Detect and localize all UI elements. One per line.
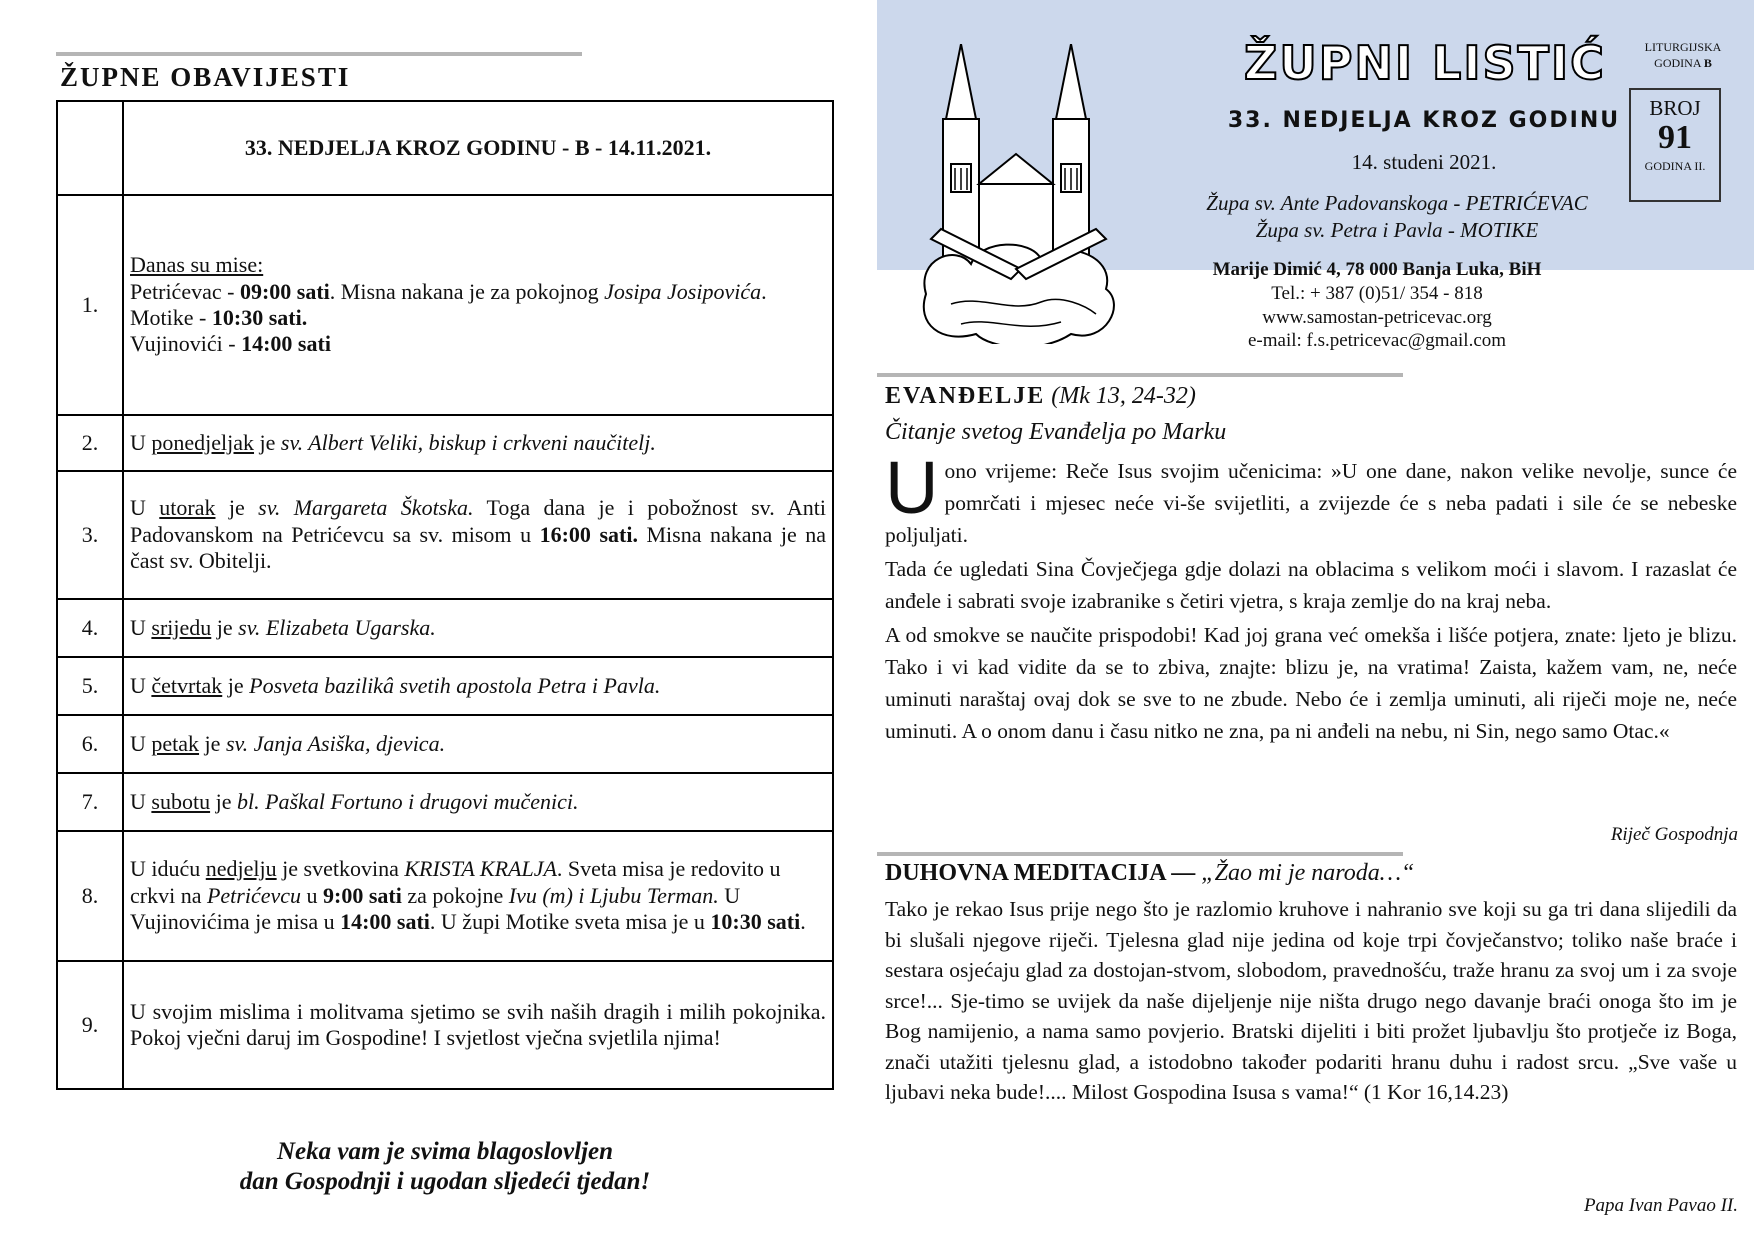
row-text: U subotu je bl. Paškal Fortuno i drugovi mučenici. <box>123 773 833 831</box>
row-text: U srijedu je sv. Elizabeta Ugarska. <box>123 599 833 657</box>
contact-info: Marije Dimić 4, 78 000 Banja Luka, BiH Tel.: + 387 (0)51/ 354 - 818 www.samostan-petricevac.org e-mail: f.s.petricevac@gmail.com <box>1127 258 1627 353</box>
row-text: U petak je sv. Janja Asiška, djevica. <box>123 715 833 773</box>
announcements-table <box>56 100 834 1090</box>
gospel-signature: Riječ Gospodnja <box>1610 824 1738 845</box>
row-number: 9. <box>57 961 123 1089</box>
row-number: 3. <box>57 471 123 599</box>
bulletin-page <box>877 0 1754 1240</box>
section-rule <box>877 373 1403 377</box>
blessing: Neka vam je svima blagoslovljen dan Gospodnji i ugodan sljedeći tjedan! <box>239 1138 651 1195</box>
table-row <box>57 961 833 1089</box>
table-row <box>57 773 833 831</box>
email-link[interactable]: e-mail: f.s.petricevac@gmail.com <box>1247 330 1507 352</box>
table-row <box>57 471 833 599</box>
row-text: U svojim mislima i molitvama sjetimo se svih naših dragih i milih pokojnika. Pokoj vječni daruj im Gospodine! I svjetlost vječna svjetlila njima! <box>123 961 833 1089</box>
gospel-heading: EVANĐELJE (Mk 13, 24-32) <box>885 383 1196 409</box>
row-text: U iduću nedjelju je svetkovina KRISTA KRALJA. Sveta misa je redovito u crkvi na Petrićevcu u 9:00 sati za pokojne Ivu (m) i Ljubu Terman. U Vujinovićima je misa u 14:00 sati. U župi Motike sveta misa je u 10:30 sati. <box>123 831 833 961</box>
meditation-text: Tako je rekao Isus prije nego što je razlomio kruhove i nahranio sve koji su ga tri dana slijedili da bi slušali njegove riječi. Tjelesna glad nije jedina od koje trpi čovječanstvo; toliko naše braće i sestara osjećaju glad za dostojan-stvom, slobodom, pravednošću, traže hranu za svoj um i za svoje srce!... Sje-timo se uvijek da naše dijeljenje nije ništa drugo nego davanje braći onoga što im je Bog namijenio, a nama samo povjerio. Bratski dijeliti i biti prožet ljubavlju što protječe iz Boga, znači utažiti tjelesnu glad, a istodobno također podariti hranu duhu i radost srcu. „Sve vaše u ljubavi neka bude!.... Milost Gospodina Isusa s vama!“ (1 Kor 16,14.23) <box>885 897 1737 1104</box>
section-rule <box>56 52 582 56</box>
row-number: 7. <box>57 773 123 831</box>
table-row <box>57 599 833 657</box>
row-text: U četvrtak je Posveta bazilikâ svetih apostola Petra i Pavla. <box>123 657 833 715</box>
table-row <box>57 831 833 961</box>
table-row <box>57 195 833 415</box>
table-row <box>57 415 833 471</box>
section-title: ŽUPNE OBAVIJESTI <box>60 62 351 92</box>
issue-date: 14. studeni 2021. <box>1351 150 1497 174</box>
sunday-title: 33. NEDJELJA KROZ GODINU <box>1227 108 1621 133</box>
gospel-text: Uono vrijeme: Reče Isus svojim učenicima: »U one dane, nakon velike nevolje, sunce će pomrčati i mjesec neće vi-še svijetliti, a zvijezde će s neba padati i sile će se nebeske poljuljati. Tada će ugledati Sina Čovječjega gdje dolazi na oblacima s velikom moći i slavom. I razaslat će anđele i sabrati svoje izabranike s četiri vjetra, s kraja zemlje do na kraj neba. A od smokve se naučite prispodobi! Kad joj grana već omekša i lišće potjera, znate: ljeto je blizu. Tako i vi kad vidite da se to zbiva, znajte: blizu je, na vratima! Zaista, kažem vam, ne, neće uminuti naraštaj ovaj dok se sve to ne zbude. Nebo će i zemlja uminuti, ali riječi moje ne, neće uminuti. A o onom danu i času nitko ne zna, pa ni anđeli na nebu, ni Sin, nego samo Otac.« <box>885 446 1737 743</box>
website-link[interactable]: www.samostan-petricevac.org <box>1262 306 1492 328</box>
liturgical-year: LITURGIJSKA GODINA B <box>1644 40 1722 70</box>
issue-number-box: BROJ 91 GODINA II. <box>1629 88 1721 202</box>
table-header: 33. NEDJELJA KROZ GODINU - B - 14.11.2021. <box>123 101 833 195</box>
masthead-title: ŽUPNI LISTIĆ <box>1244 36 1606 90</box>
row-text: Danas su mise: Petrićevac - 09:00 sati. Misna nakana je za pokojnog Josipa Josipovića. Motike - 10:30 sati. Vujinovići - 14:00 sati <box>123 195 833 415</box>
drop-cap: U <box>885 446 939 529</box>
row-number: 2. <box>57 415 123 471</box>
section-rule <box>877 852 1403 856</box>
meditation-heading: DUHOVNA MEDITACIJA — „Žao mi je naroda…“ <box>885 860 1415 886</box>
parish-names: Župa sv. Ante Padovanskoga - PETRIĆEVAC Župa sv. Petra i Pavla - MOTIKE <box>1206 191 1588 243</box>
row-number: 5. <box>57 657 123 715</box>
row-text: U ponedjeljak je sv. Albert Veliki, biskup i crkveni naučitelj. <box>123 415 833 471</box>
gospel-subtitle: Čitanje svetog Evanđelja po Marku <box>885 419 1227 445</box>
row-text: U utorak je sv. Margareta Škotska. Toga dana je i pobožnost sv. Anti Padovanskom na Petrićevcu sa sv. misom u 16:00 sati. Misna nakana je na čast sv. Obitelji. <box>123 471 833 599</box>
church-logo-icon <box>921 44 1121 344</box>
row-number: 4. <box>57 599 123 657</box>
table-row <box>57 715 833 773</box>
table-row <box>57 657 833 715</box>
issue-number: 91 <box>1658 119 1692 156</box>
meditation-signature: Papa Ivan Pavao II. <box>1583 1195 1738 1216</box>
row-number: 6. <box>57 715 123 773</box>
row-number: 1. <box>57 195 123 415</box>
table-header-row <box>57 101 833 195</box>
row-number: 8. <box>57 831 123 961</box>
